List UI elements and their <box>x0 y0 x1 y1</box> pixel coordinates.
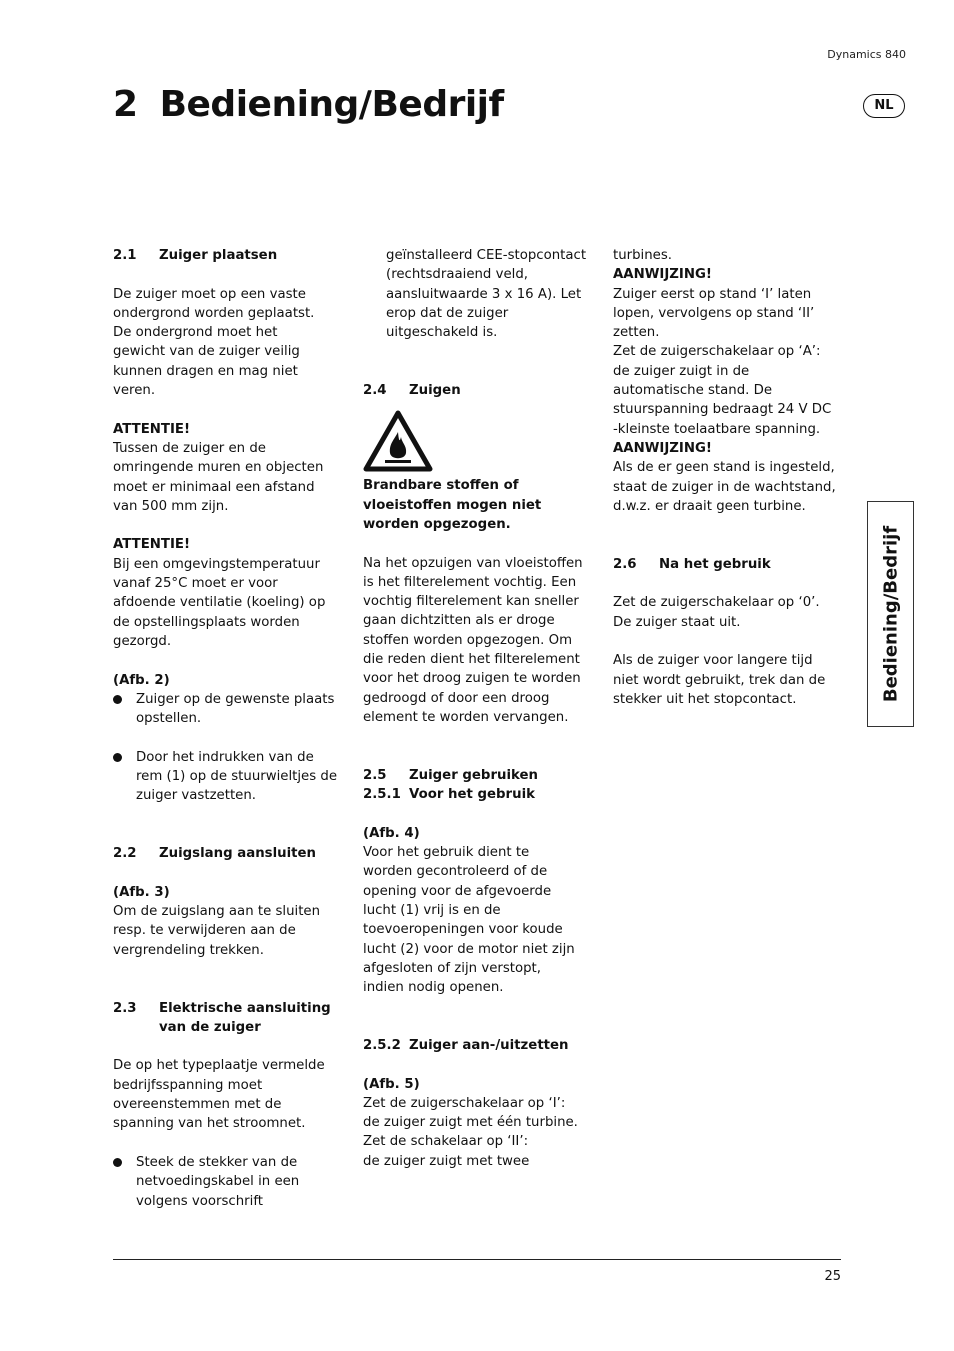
paragraph: Zet de zuigerschakelaar op ‘0’. De zuiger staat uit. <box>613 595 820 630</box>
figure-reference: (Afb. 5) <box>363 1076 420 1092</box>
section-heading-2-6: 2.6 Na het gebruik <box>613 556 771 572</box>
figure-reference: (Afb. 2) <box>113 672 170 688</box>
column-3 <box>613 246 845 709</box>
bullet-item: Zuiger op de gewenste plaats opstellen. <box>113 690 345 729</box>
paragraph: Na het opzuigen van vloeistoffen is het filterelement vochtig. Een vochtig filterelement kan sneller gaan dichtzitten als er droge stoffen worden opgezogen. Om die reden dient het filterelement voor het droog zuigen te worden gedroogd of door een droog element te worden vervangen. <box>363 555 583 725</box>
paragraph: De op het typeplaatje vermelde bedrijfsspanning moet overeenstemmen met de spanning van het stroomnet. <box>113 1058 325 1132</box>
section-heading-2-4: 2.4 Zuigen <box>363 383 461 399</box>
flammable-warning-icon <box>363 410 433 472</box>
paragraph: De zuiger moet op een vaste ondergrond worden geplaatst. De ondergrond moet het gewicht van de zuiger veilig kunnen dragen en mag niet veren. <box>113 286 315 399</box>
header-document-title: Dynamics 840 <box>827 48 906 61</box>
section-heading-2-5: 2.5 Zuiger gebruiken <box>363 767 538 783</box>
section-heading-2-1: 2.1 Zuiger plaatsen <box>113 248 278 263</box>
column-2 <box>363 246 595 1171</box>
attention-label: ATTENTIE! <box>113 537 191 553</box>
section-heading-2-5-2: 2.5.2 Zuiger aan-/uitzetten <box>363 1037 569 1053</box>
paragraph: Als de er geen stand is ingesteld, staat de zuiger in de wachtstand, d.w.z. er draait geen turbine. <box>613 460 836 514</box>
section-heading-2-3: 2.3 Elektrische aansluiting van de zuiger <box>113 1000 331 1035</box>
paragraph: Voor het gebruik dient te worden gecontroleerd of de opening voor de afgevoerde lucht (1) vrij is en de toevoeropeningen voor koude lucht (2) voor de motor niet zijn afgesloten of zijn verstopt, indien nodig openen. <box>363 845 575 996</box>
paragraph: Als de zuiger voor langere tijd niet wordt gebruikt, trek dan de stekker uit het stopcontact. <box>613 653 826 707</box>
bullet-dot-icon <box>113 1158 122 1167</box>
column-1 <box>113 246 345 1211</box>
paragraph: Tussen de zuiger en de omringende muren en objecten moet er minimaal een afstand van 500 mm zijn. <box>113 440 324 514</box>
bullet-item: Steek de stekker van de netvoedingskabel in een volgens voorschrift <box>113 1153 345 1211</box>
section-heading-2-5-1: 2.5.1 Voor het gebruik <box>363 787 535 803</box>
paragraph: Om de zuigslang aan te sluiten resp. te verwijderen aan de vergrendeling trekken. <box>113 904 321 958</box>
page-title <box>113 84 504 125</box>
paragraph: Zet de zuigerschakelaar op ‘I’: de zuiger zuigt met één turbine. Zet de schakelaar op ‘II’: de zuiger zuigt met twee <box>363 1095 578 1169</box>
chapter-title: Bediening/Bedrijf <box>159 84 504 125</box>
bullet-dot-icon <box>113 695 122 704</box>
section-heading-2-2: 2.2 Zuigslang aansluiten <box>113 846 316 862</box>
language-badge: NL <box>863 94 905 118</box>
figure-reference: (Afb. 3) <box>113 884 170 900</box>
paragraph: Bij een omgevingstemperatuur vanaf 25°C moet er voor afdoende ventilatie (koeling) op de opstellingsplaats worden gezorgd. <box>113 556 326 649</box>
paragraph: turbines. <box>613 248 673 263</box>
notice-label: AANWIJZING! <box>613 267 712 283</box>
bullet-dot-icon <box>113 753 122 762</box>
footer-divider <box>113 1259 841 1260</box>
paragraph: Zuiger eerst op stand ‘I’ laten lopen, vervolgens op stand ‘II’ zetten. Zet de zuigerschakelaar op ‘A’: de zuiger zuigt in de automatische stand. De stuurspanning bedraagt 24 V DC -kleinste toelaatbare spanning. <box>613 286 832 437</box>
notice-label: AANWIJZING! <box>613 440 712 456</box>
warning-text: Brandbare stoffen of vloeistoffen mogen niet worden opgezogen. <box>363 478 542 532</box>
figure-reference: (Afb. 4) <box>363 825 420 841</box>
attention-label: ATTENTIE! <box>113 421 191 437</box>
chapter-number: 2 <box>113 84 138 125</box>
side-tab-label: Bediening/Bedrijf <box>880 525 901 703</box>
side-chapter-tab <box>867 501 914 727</box>
page-number: 25 <box>824 1269 841 1284</box>
paragraph: geïnstalleerd CEE-stopcontact (rechtsdraaiend veld, aansluitwaarde 3 x 16 A). Let erop dat de zuiger uitgeschakeld is. <box>386 248 587 341</box>
bullet-item: Door het indrukken van de rem (1) op de stuurwieltjes de zuiger vastzetten. <box>113 748 345 806</box>
